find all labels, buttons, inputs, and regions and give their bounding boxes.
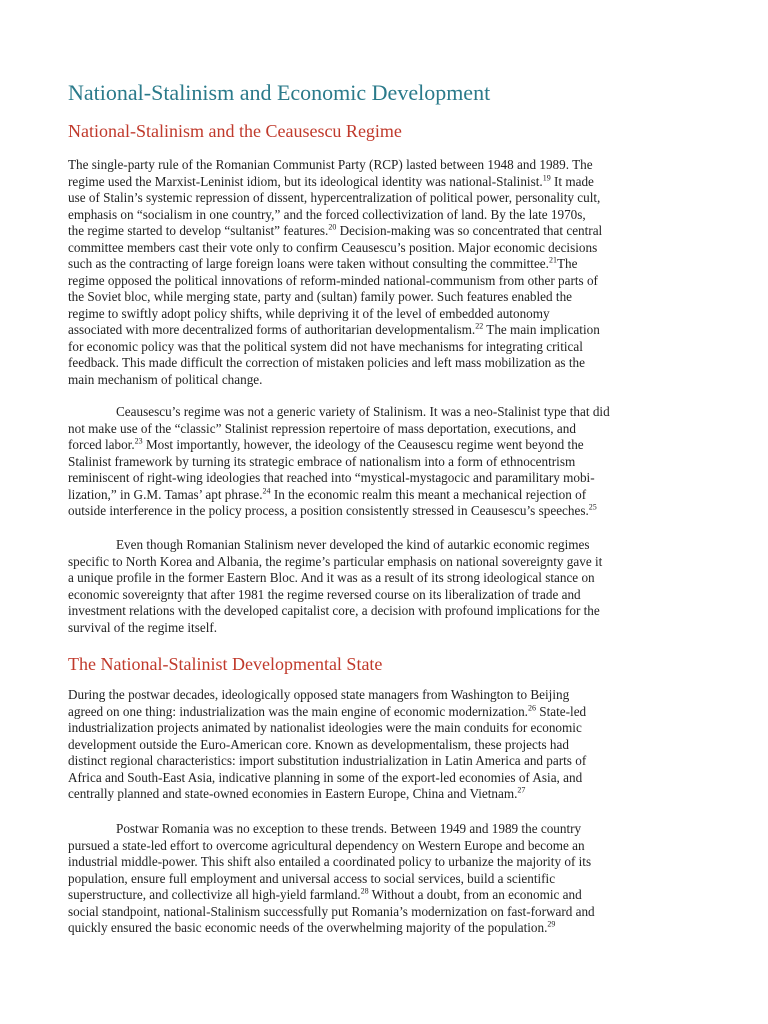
text-line: development outside the Euro-American core. Known as developmentalism, these projects had <box>68 736 569 752</box>
footnote-marker[interactable]: 29 <box>547 919 556 929</box>
text-line: superstructure, and collectivize all high-yield farmland.$^{28}$ Without a doubt, from an economic and <box>68 886 582 902</box>
text-line: social standpoint, national-Stalinism successfully put Romania’s modernization on fast-forward and <box>68 903 595 919</box>
paragraph <box>68 687 704 803</box>
text-line: reminiscent of right-wing ideologies that reached into “mystical-mystagocic and paramilitary mobi- <box>68 470 595 485</box>
text-line: a unique profile in the former Eastern Bloc. And it was as a result of its strong ideological stance on <box>68 570 595 585</box>
page-title: National-Stalinism and Economic Development <box>68 80 491 105</box>
text-line: such as the contracting of large foreign loans were taken without consulting the committee.$^{21}$The <box>68 255 578 271</box>
text-line: outside interference in the policy process, a position consistently stressed in Ceausescu’s speeches.$^{25}$ <box>68 502 597 518</box>
text-line: associated with more decentralized forms of authoritarian developmentalism.$^{22}$ The main implication <box>68 321 600 337</box>
paragraph <box>68 404 704 520</box>
text-line: Postwar Romania was no exception to these trends. Between 1949 and 1989 the country <box>116 821 582 836</box>
text-line: survival of the regime itself. <box>68 619 218 635</box>
paragraph <box>68 537 704 636</box>
text-line: Stalinist framework by turning its strategic embrace of nationalism into a form of ethnocentrism <box>68 453 576 469</box>
footnote-marker[interactable]: 26 <box>527 703 536 713</box>
text-line: regime opposed the political innovations of reform-minded national-communism from other parts of <box>68 272 598 288</box>
footnote-marker[interactable]: 24 <box>262 486 271 496</box>
text-line: pursued a state-led effort to overcome agricultural dependency on Western Europe and become an <box>68 837 585 853</box>
text-line: for economic policy was that the political system did not have mechanisms for integrating critical <box>68 338 583 354</box>
text-line: population, ensure full employment and universal access to social services, build a scientific <box>68 870 556 886</box>
footnote-marker[interactable]: 25 <box>588 502 597 512</box>
footnote-marker[interactable]: 23 <box>134 436 143 446</box>
text-line: investment relations with the developed capitalist core, a decision with profound implications for the <box>68 603 600 618</box>
section-heading-developmental-state: The National-Stalinist Developmental State <box>68 654 383 674</box>
text-line: not make use of the “classic” Stalinist repression repertoire of mass deportation, executions, and <box>68 420 576 436</box>
text-line: During the postwar decades, ideologically opposed state managers from Washington to Beijing <box>68 687 570 702</box>
text-line: emphasis on “socialism in one country,” and the forced collectivization of land. By the late 1970s, <box>68 206 586 222</box>
text-line: The single-party rule of the Romanian Communist Party (RCP) lasted between 1948 and 1989. The <box>68 157 593 172</box>
text-line: centrally planned and state-owned economies in Eastern Europe, China and Vietnam.$^{27}$ <box>68 785 526 801</box>
footnote-marker[interactable]: 19 <box>542 173 551 183</box>
text-line: regime to swiftly adopt policy shifts, while depriving it of the level of embedded autonomy <box>68 305 550 321</box>
text-line: Africa and South-East Asia, indicative planning in some of the export-led economies of Asia, and <box>68 769 583 785</box>
text-line: agreed on one thing: industrialization was the main engine of economic modernization.$^{26}$ State-led <box>68 703 587 719</box>
text-line: the regime started to develop “sultanist” features.$^{20}$ Decision-making was so concentrated that central <box>68 222 603 238</box>
text-line: distinct regional characteristics: import substitution industrialization in Latin America and parts of <box>68 753 587 768</box>
text-line: forced labor.$^{23}$ Most importantly, however, the ideology of the Ceausescu regime went beyond the <box>68 436 584 452</box>
text-line: main mechanism of political change. <box>68 371 263 387</box>
text-line: quickly ensured the basic economic needs of the overwhelming majority of the population.$^{29}$ <box>68 919 556 935</box>
text-line: industrial middle-power. This shift also entailed a coordinated policy to urbanize the majority of its <box>68 854 592 869</box>
section-heading-ceausescu-regime: National-Stalinism and the Ceausescu Regime <box>68 121 402 141</box>
footnote-marker[interactable]: 22 <box>475 321 484 331</box>
text-line: feedback. This made difficult the correction of mistaken policies and left mass mobilization as the <box>68 355 585 370</box>
text-line: economic sovereignty that after 1981 the regime reversed course on its liberalization of trade and <box>68 586 581 602</box>
text-line: specific to North Korea and Albania, the regime’s particular emphasis on national sovereignty gave it <box>68 553 603 569</box>
footnote-marker[interactable]: 21 <box>548 255 557 265</box>
footnote-marker[interactable]: 20 <box>328 222 337 232</box>
text-line: Ceausescu’s regime was not a generic variety of Stalinism. It was a neo-Stalinist type that did <box>116 404 610 419</box>
footnote-marker[interactable]: 28 <box>360 886 369 896</box>
paragraph <box>68 821 704 937</box>
text-line: industrialization projects animated by nationalist ideologies were the main conduits for economic <box>68 720 582 735</box>
text-line: Even though Romanian Stalinism never developed the kind of autarkic economic regimes <box>116 537 590 552</box>
paragraph <box>68 157 704 388</box>
text-line: lization,” in G.M. Tamas’ apt phrase.$^{24}$ In the economic realm this meant a mechanical rejection of <box>68 486 587 502</box>
text-line: committee members cast their vote only to confirm Ceausescu’s position. Major economic decisions <box>68 239 598 255</box>
text-line: use of Stalin’s systemic repression of dissent, hypercentralization of political power, personality cult, <box>68 190 601 205</box>
text-line: the Soviet bloc, while merging state, party and (sultan) family power. Such features enabled the <box>68 289 573 304</box>
text-line: regime used the Marxist-Leninist idiom, but its ideological identity was national-Stalinist.$^{19}$ It made <box>68 173 594 189</box>
footnote-marker[interactable]: 27 <box>517 785 526 795</box>
